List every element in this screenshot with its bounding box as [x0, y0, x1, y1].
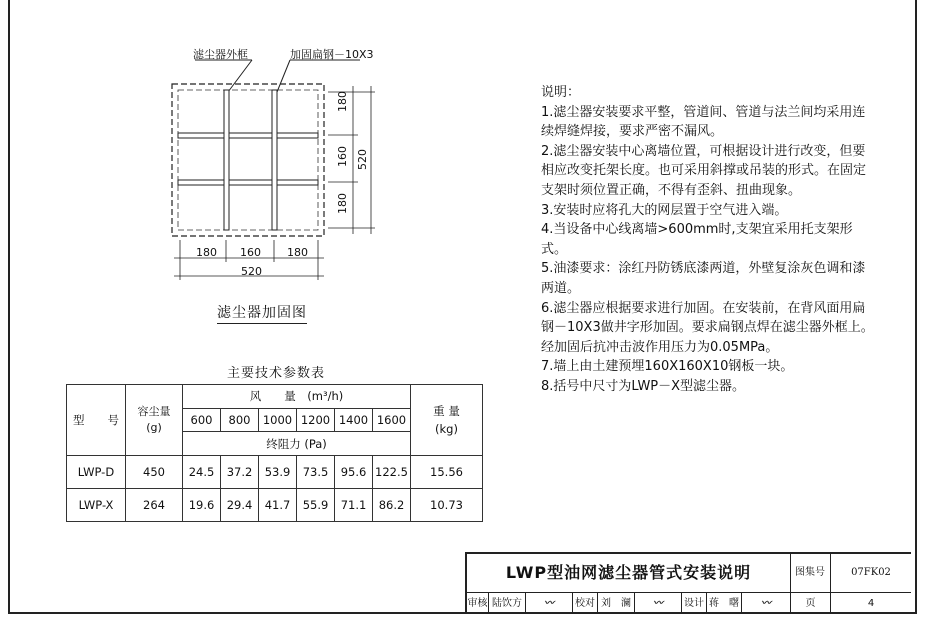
- note-item: 3.安装时应将孔大的网层置于空气进入端。: [541, 202, 788, 218]
- steel-label: 加固扁钢－10X3: [290, 48, 374, 61]
- airflow-value: 1600: [373, 408, 411, 432]
- header-airflow: 风 量 (m³/h): [183, 385, 411, 409]
- dim-bottom-1: 180: [196, 246, 217, 259]
- dim-right-1: 180: [336, 91, 349, 112]
- spec-table: [66, 384, 483, 522]
- weight-unit: (kg): [435, 422, 458, 436]
- capacity-label: 容尘量: [137, 405, 171, 418]
- dim-right-3: 180: [336, 193, 349, 214]
- note-item: 7.墙上由土建预埋160X160X10钢板一块。: [541, 359, 794, 375]
- designer-name: 蒋 曙: [707, 593, 742, 614]
- cell-weight: 15.56: [411, 456, 483, 489]
- page-number: 4: [867, 598, 875, 609]
- cell-capacity: 264: [126, 489, 183, 522]
- cell-capacity: 450: [126, 456, 183, 489]
- steel-bar-horizontal-1: [178, 133, 318, 138]
- header-resistance: 终阻力 (Pa): [183, 432, 411, 456]
- checker-signature: 〰: [635, 593, 682, 614]
- steel-bar-horizontal-2: [178, 180, 318, 185]
- table-row: [67, 456, 483, 489]
- filter-inner-frame: [178, 90, 318, 230]
- dim-right-total: 520: [356, 149, 369, 170]
- cell-resistance: 55.9: [297, 489, 335, 522]
- drawing-caption: 滤尘器加固图: [217, 302, 307, 324]
- table-title: 主要技术参数表: [227, 366, 326, 381]
- atlas-label: 图集号: [790, 554, 831, 593]
- dim-bottom-2: 160: [240, 246, 261, 259]
- note-item: 8.括号中尺寸为LWP－X型滤尘器。: [541, 378, 746, 394]
- drawing-title: LWP型油网滤尘器管式安装说明: [467, 554, 791, 593]
- table-row: [67, 489, 483, 522]
- airflow-value: 1400: [335, 408, 373, 432]
- weight-label: 重 量: [433, 404, 460, 418]
- cell-resistance: 73.5: [297, 456, 335, 489]
- cell-resistance: 86.2: [373, 489, 411, 522]
- cell-resistance: 19.6: [183, 489, 221, 522]
- check-label: 校对: [573, 593, 598, 614]
- designer-signature: 〰: [742, 593, 791, 614]
- header-capacity: [126, 385, 183, 456]
- airflow-value: 800: [221, 408, 259, 432]
- page-label: 页: [791, 593, 831, 614]
- dim-bottom-3: 180: [287, 246, 308, 259]
- dim-bottom-total: 520: [241, 265, 262, 278]
- cell-resistance: 95.6: [335, 456, 373, 489]
- cell-weight: 10.73: [411, 489, 483, 522]
- airflow-value: 1000: [259, 408, 297, 432]
- note-item: 5.油漆要求：涂红丹防锈底漆两道，外壁复涂灰色调和漆两道。: [541, 261, 866, 296]
- cell-resistance: 41.7: [259, 489, 297, 522]
- capacity-unit: (g): [146, 421, 162, 434]
- dim-right-2: 160: [336, 146, 349, 167]
- notes-heading: 说明：: [541, 85, 581, 100]
- checker-name: 刘 澜: [598, 593, 635, 614]
- atlas-number: 07FK02: [831, 554, 911, 593]
- cell-resistance: 24.5: [183, 456, 221, 489]
- cell-resistance: 53.9: [259, 456, 297, 489]
- cell-model: LWP-X: [67, 489, 126, 522]
- cell-resistance: 71.1: [335, 489, 373, 522]
- cell-resistance: 29.4: [221, 489, 259, 522]
- airflow-value: 1200: [297, 408, 335, 432]
- reviewer-name: 陆饮方: [489, 593, 526, 614]
- header-model: 型 号: [67, 385, 126, 456]
- note-item: 2.滤尘器安装中心离墙位置，可根据设计进行改变，但要相应改变托架长度。也可采用斜撑或吊装的形式。在固定支架时须位置正确，不得有歪斜、扭曲现象。: [541, 143, 867, 198]
- cell-resistance: 122.5: [373, 456, 411, 489]
- cell-model: LWP-D: [67, 456, 126, 489]
- airflow-value: 600: [183, 408, 221, 432]
- filter-outer-frame: [172, 84, 324, 236]
- title-block: [465, 552, 911, 614]
- note-item: 4.当设备中心线离墙>600mm时,支架宜采用托支架形式。: [541, 222, 853, 257]
- note-item: 1.滤尘器安装要求平整，管道间、管道与法兰间均采用连续焊缝焊接，要求严密不漏风。: [541, 104, 866, 140]
- notes: [541, 83, 876, 397]
- frame-label: 滤尘器外框: [193, 48, 248, 61]
- reviewer-signature: 〰: [526, 593, 573, 614]
- review-label: 审核: [467, 593, 489, 614]
- cell-resistance: 37.2: [221, 456, 259, 489]
- header-weight: [411, 385, 483, 456]
- design-label: 设计: [682, 593, 707, 614]
- note-item: 6.滤尘器应根据要求进行加固。在安装前，在背风面用扁钢－10X3做井字形加固。要求扁钢点焊在滤尘器外框上。经加固后抗冲击波作用压力为0.05MPa。: [541, 300, 874, 355]
